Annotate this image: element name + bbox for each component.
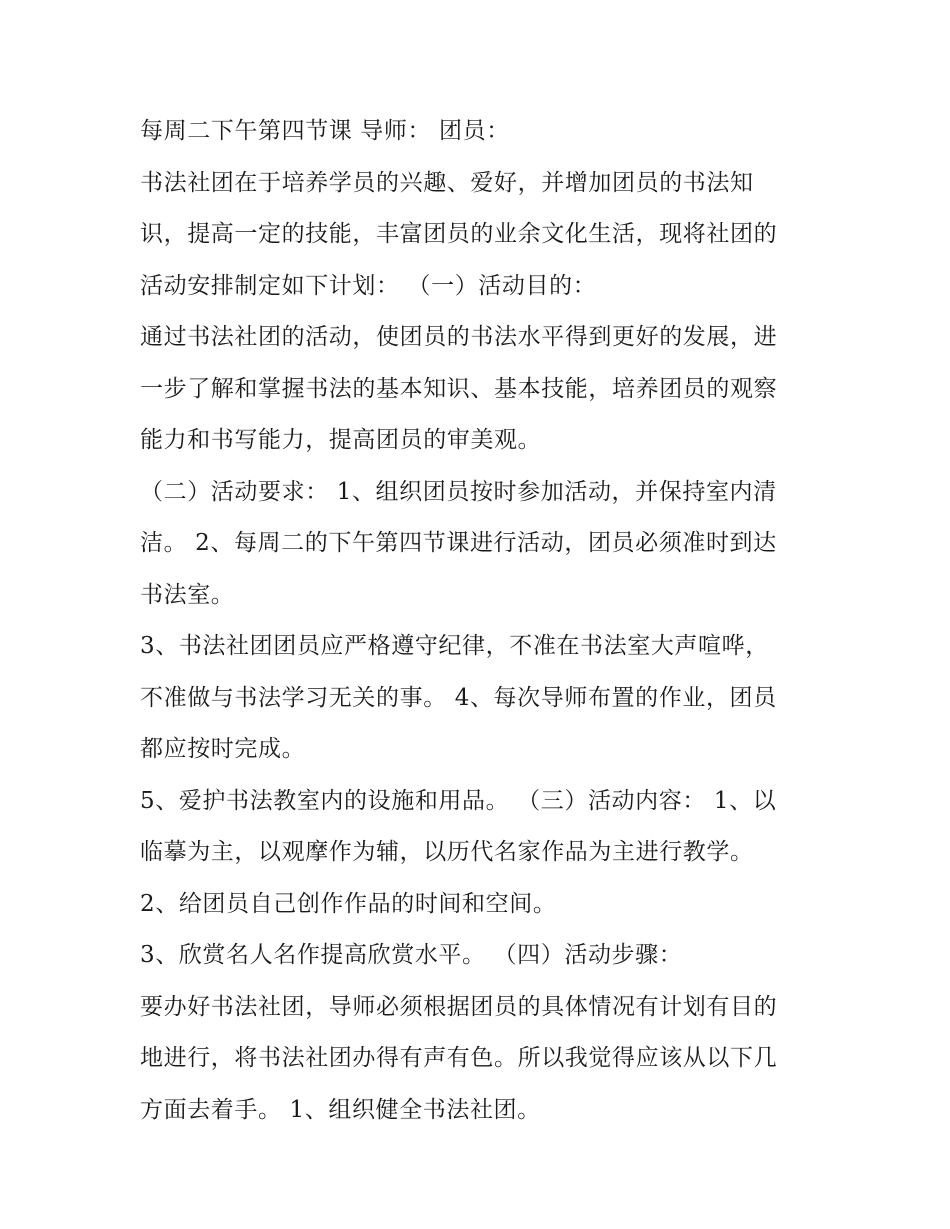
text-line: 洁。 2、每周二的下午第四节课进行活动，团员必须准时到达 (140, 530, 777, 556)
text-line: 方面去着手。 1、组织健全书法社团。 (140, 1096, 541, 1123)
text-line: 要办好书法社团，导师必须根据团员的具体情况有计划有目的 (140, 993, 778, 1020)
text-line: 5、爱护书法教室内的设施和用品。 （三）活动内容： 1、以 (140, 787, 777, 814)
text-line: 能力和书写能力，提高团员的审美观。 (140, 427, 542, 453)
text-line: 3、欣赏名人名作提高欣赏水平。 （四）活动步骤： (140, 942, 683, 968)
text-line: 2、给团员自己创作作品的时间和空间。 (140, 890, 557, 917)
text-line: 书法室。 (140, 581, 235, 608)
text-line: 一步了解和掌握书法的基本知识、基本技能，培养团员的观察 (140, 375, 778, 402)
text-line: 不准做与书法学习无关的事。 4、每次导师布置的作业，团员 (140, 684, 777, 711)
text-line: 通过书法社团的活动，使团员的书法水平得到更好的发展，进 (140, 324, 778, 350)
document-body (140, 106, 830, 1136)
text-line: 都应按时完成。 (140, 736, 306, 762)
text-line: 地进行，将书法社团办得有声有色。所以我觉得应该从以下几 (140, 1045, 778, 1071)
text-line: 每周二下午第四节课 导师： 团员： (140, 118, 510, 144)
text-line: 3、书法社团团员应严格遵守纪律，不准在书法室大声喧哗， (140, 633, 769, 659)
text-line: 识，提高一定的技能，丰富团员的业余文化生活，现将社团的 (140, 221, 778, 247)
text-line: 书法社团在于培养学员的兴趣、爱好，并增加团员的书法知 (140, 169, 754, 196)
text-line: 活动安排制定如下计划： （一）活动目的： (140, 272, 597, 299)
text-line: （二）活动要求： 1、组织团员按时参加活动，并保持室内清 (140, 478, 777, 505)
text-line: 临摹为主，以观摩作为辅，以历代名家作品为主进行教学。 (140, 839, 754, 865)
